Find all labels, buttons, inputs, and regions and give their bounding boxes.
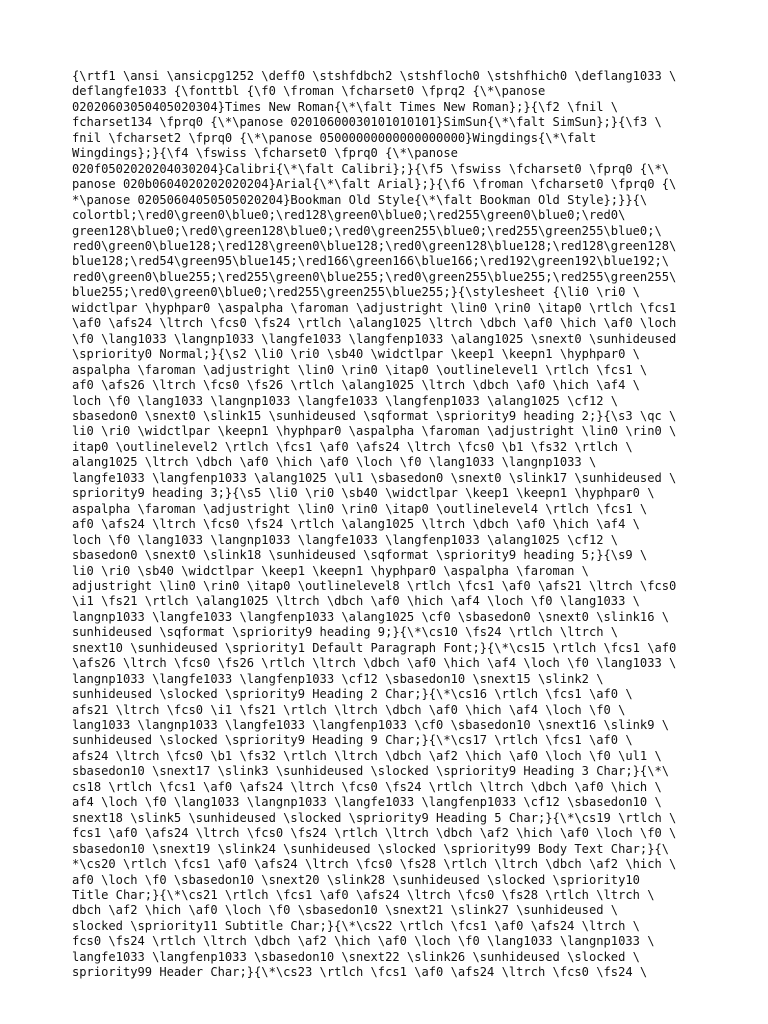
code-line: widctlpar \hyphpar0 \aspalpha \faroman \adjustright \lin0 \rin0 \itap0 \rtlch \fcs1 (72, 300, 677, 315)
code-line: li0 \ri0 \sb40 \widctlpar \keep1 \keepn1 \hyphpar0 \aspalpha \faroman \ (72, 563, 589, 578)
code-line: fnil \fcharset2 \fprq0 {\*\panose 05000000000000000000}Wingdings{\*\falt (72, 130, 597, 145)
code-line: \afs26 \ltrch \fcs0 \fs26 \rtlch \ltrch \dbch \af0 \hich \af4 \loch \f0 \lang1033 \ (72, 656, 677, 671)
code-line: Title Char;}{\*\cs21 \rtlch \fcs1 \af0 \afs24 \ltrch \fcs0 \fs28 \rtlch \ltrch \ (72, 888, 655, 903)
code-line: sbasedon0 \snext0 \slink15 \sunhideused \sqformat \spriority9 heading 2;}{\s3 \qc \ (72, 408, 677, 423)
code-line: blue128;\red54\green95\blue145;\red166\green166\blue166;\red192\green192\blue192;\ (72, 254, 670, 269)
code-line: loch \f0 \lang1033 \langnp1033 \langfe1033 \langfenp1033 \alang1025 \cf12 \ (72, 532, 619, 547)
code-line: spriority99 Header Char;}{\*\cs23 \rtlch \fcs1 \af0 \afs24 \ltrch \fcs0 \fs24 \ (72, 965, 648, 980)
code-line: colortbl;\red0\green0\blue0;\red128\green0\blue0;\red255\green0\blue0;\red0\ (72, 208, 626, 223)
code-line: sbasedon0 \snext0 \slink18 \sunhideused \sqformat \spriority9 heading 5;}{\s9 \ (72, 548, 648, 563)
code-line: langfe1033 \langfenp1033 \sbasedon10 \snext22 \slink26 \sunhideused \slocked \ (72, 949, 640, 964)
code-line: sbasedon10 \snext19 \slink24 \sunhideused \slocked \spriority99 Body Text Char;}{\ (72, 841, 670, 856)
code-line: green128\blue0;\red0\green128\blue0;\red0\green255\blue0;\red255\green255\blue0;\ (72, 223, 662, 238)
code-line: af4 \loch \f0 \lang1033 \langnp1033 \langfe1033 \langfenp1033 \cf12 \sbasedon10 \ (72, 795, 662, 810)
code-line: li0 \ri0 \widctlpar \keepn1 \hyphpar0 \aspalpha \faroman \adjustright \lin0 \rin0 \ (72, 424, 677, 439)
code-line: sunhideused \slocked \spriority9 Heading 9 Char;}{\*\cs17 \rtlch \fcs1 \af0 \ (72, 733, 633, 748)
code-line: {\rtf1 \ansi \ansicpg1252 \deff0 \stshfdbch2 \stshfloch0 \stshfhich0 \deflang1033 \ (72, 69, 677, 83)
code-line: sunhideused \sqformat \spriority9 heading 9;}{\*\cs10 \fs24 \rtlch \ltrch \ (72, 625, 619, 640)
code-line: \spriority0 Normal;}{\s2 \li0 \ri0 \sb40 \widctlpar \keep1 \keepn1 \hyphpar0 \ (72, 347, 640, 362)
code-line: af0 \afs24 \ltrch \fcs0 \fs24 \rtlch \alang1025 \ltrch \dbch \af0 \hich \af4 \ (72, 517, 640, 532)
code-line: langnp1033 \langfe1033 \langfenp1033 \cf12 \sbasedon10 \snext15 \slink2 \ (72, 671, 604, 686)
code-line: fcs1 \af0 \afs24 \ltrch \fcs0 \fs24 \rtlch \ltrch \dbch \af2 \hich \af0 \loch \f0 \ (72, 826, 677, 841)
code-line: \af0 \afs24 \ltrch \fcs0 \fs24 \rtlch \alang1025 \ltrch \dbch \af0 \hich \af0 \loch (72, 316, 677, 331)
code-line: afs21 \ltrch \fcs0 \i1 \fs21 \rtlch \ltrch \dbch \af0 \hich \af4 \loch \f0 \ (72, 702, 626, 717)
code-line: aspalpha \faroman \adjustright \lin0 \rin0 \itap0 \outlinelevel4 \rtlch \fcs1 \ (72, 501, 648, 516)
code-line: red0\green0\blue128;\red128\green0\blue128;\red0\green128\blue128;\red128\green128\ (72, 238, 677, 253)
code-line: langfe1033 \langfenp1033 \alang1025 \ul1 \sbasedon0 \snext0 \slink17 \sunhideused \ (72, 470, 677, 485)
code-line: *\cs20 \rtlch \fcs1 \af0 \afs24 \ltrch \fcs0 \fs28 \rtlch \ltrch \dbch \af2 \hich \ (72, 857, 677, 872)
code-line: \i1 \fs21 \rtlch \alang1025 \ltrch \dbch \af0 \hich \af4 \loch \f0 \lang1033 \ (72, 594, 640, 609)
code-line: *\panose 02050604050505020204}Bookman Old Style{\*\falt Bookman Old Style};}}{\ (72, 192, 648, 207)
code-line: panose 020b0604020202020204}Arial{\*\falt Arial};}{\f6 \froman \fcharset0 \fprq0 {\ (72, 177, 677, 192)
code-line: af0 \loch \f0 \sbasedon10 \snext20 \slink28 \sunhideused \slocked \spriority10 (72, 872, 640, 887)
code-line: loch \f0 \lang1033 \langnp1033 \langfe1033 \langfenp1033 \alang1025 \cf12 \ (72, 393, 619, 408)
code-line: \f0 \lang1033 \langnp1033 \langfe1033 \langfenp1033 \alang1025 \snext0 \sunhideused (72, 331, 677, 346)
code-line: fcharset134 \fprq0 {\*\panose 02010600030101010101}SimSun{\*\falt SimSun};}{\f3 \ (72, 115, 662, 130)
code-line: 02020603050405020304}Times New Roman{\*\falt Times New Roman};}{\f2 \fnil \ (72, 99, 619, 114)
code-line: 020f0502020204030204}Calibri{\*\falt Calibri};}{\f5 \fswiss \fcharset0 \fprq0 {\*\ (72, 161, 670, 176)
code-line: afs24 \ltrch \fcs0 \b1 \fs32 \rtlch \ltrch \dbch \af2 \hich \af0 \loch \f0 \ul1 \ (72, 748, 662, 763)
code-line: alang1025 \ltrch \dbch \af0 \hich \af0 \loch \f0 \lang1033 \langnp1033 \ (72, 455, 597, 470)
code-line: itap0 \outlinelevel2 \rtlch \fcs1 \af0 \afs24 \ltrch \fcs0 \b1 \fs32 \rtlch \ (72, 439, 633, 454)
code-line: af0 \afs26 \ltrch \fcs0 \fs26 \rtlch \alang1025 \ltrch \dbch \af0 \hich \af4 \ (72, 378, 640, 393)
rtf-source-text (72, 69, 712, 981)
code-line: red0\green0\blue255;\red255\green0\blue255;\red0\green255\blue255;\red255\green255\ (72, 269, 677, 284)
code-line: cs18 \rtlch \fcs1 \af0 \afs24 \ltrch \fcs0 \fs24 \rtlch \ltrch \dbch \af0 \hich \ (72, 779, 662, 794)
code-line: slocked \spriority11 Subtitle Char;}{\*\cs22 \rtlch \fcs1 \af0 \afs24 \ltrch \ (72, 918, 640, 933)
code-line: langnp1033 \langfe1033 \langfenp1033 \alang1025 \cf0 \sbasedon0 \snext0 \slink16 \ (72, 609, 670, 624)
code-line: sbasedon10 \snext17 \slink3 \sunhideused \slocked \spriority9 Heading 3 Char;}{\*\ (72, 764, 670, 779)
code-line: aspalpha \faroman \adjustright \lin0 \rin0 \itap0 \outlinelevel1 \rtlch \fcs1 \ (72, 362, 648, 377)
code-line: Wingdings};}{\f4 \fswiss \fcharset0 \fprq0 {\*\panose (72, 146, 458, 161)
code-line: deflangfe1033 {\fonttbl {\f0 \froman \fcharset0 \fprq2 {\*\panose (72, 84, 546, 99)
code-line: adjustright \lin0 \rin0 \itap0 \outlinelevel8 \rtlch \fcs1 \af0 \afs21 \ltrch \fcs0 (72, 578, 677, 593)
code-line: dbch \af2 \hich \af0 \loch \f0 \sbasedon10 \snext21 \slink27 \sunhideused \ (72, 903, 619, 918)
code-line: snext10 \sunhideused \spriority1 Default Paragraph Font;}{\*\cs15 \rtlch \fcs1 \af0 (72, 640, 677, 655)
code-line: blue255;\red0\green0\blue0;\red255\green255\blue255;}{\stylesheet {\li0 \ri0 \ (72, 285, 640, 300)
code-line: lang1033 \langnp1033 \langfe1033 \langfenp1033 \cf0 \sbasedon10 \snext16 \slink9 \ (72, 718, 670, 733)
code-line: fcs0 \fs24 \rtlch \ltrch \dbch \af2 \hich \af0 \loch \f0 \lang1033 \langnp1033 \ (72, 934, 655, 949)
code-line: spriority9 heading 3;}{\s5 \li0 \ri0 \sb40 \widctlpar \keep1 \keepn1 \hyphpar0 \ (72, 486, 655, 501)
code-line: snext18 \slink5 \sunhideused \slocked \spriority9 Heading 5 Char;}{\*\cs19 \rtlch \ (72, 810, 677, 825)
code-line: sunhideused \slocked \spriority9 Heading 2 Char;}{\*\cs16 \rtlch \fcs1 \af0 \ (72, 687, 633, 702)
